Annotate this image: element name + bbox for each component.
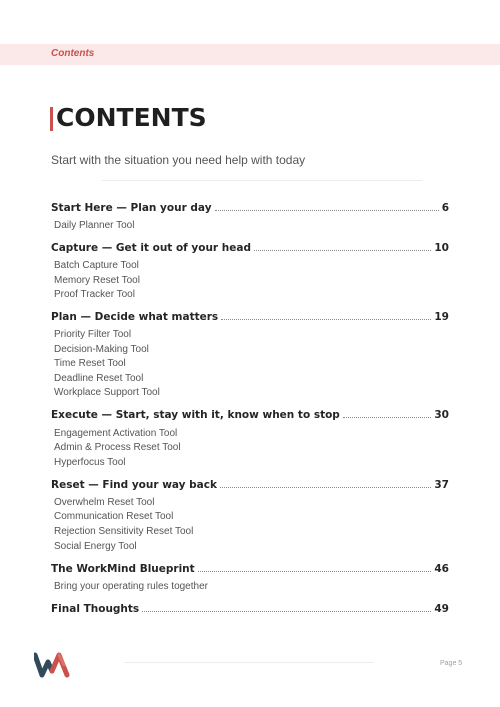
header-band [0, 44, 500, 65]
page-title: CONTENTS [56, 103, 207, 132]
toc-section[interactable] [51, 309, 449, 323]
toc-item[interactable]: Deadline Reset Tool [54, 373, 144, 384]
toc-section[interactable] [51, 200, 449, 214]
header-label: Contents [51, 48, 95, 59]
toc-leader-dots [142, 611, 431, 612]
toc-section[interactable] [51, 601, 449, 615]
toc-item[interactable]: Admin & Process Reset Tool [54, 442, 181, 453]
footer-divider [124, 662, 374, 663]
toc-item[interactable]: Bring your operating rules together [54, 581, 208, 592]
subtitle-divider [102, 180, 422, 181]
toc-item[interactable]: Memory Reset Tool [54, 275, 140, 286]
toc-section-page: 10 [434, 242, 449, 254]
toc-section-page: 6 [441, 202, 449, 214]
toc-section-page: 19 [434, 311, 449, 323]
toc-section-title: Execute — Start, stay with it, know when to stop [51, 409, 340, 421]
page-number: Page 5 [440, 660, 463, 667]
toc-section[interactable] [51, 561, 449, 575]
toc-item[interactable]: Engagement Activation Tool [54, 428, 178, 439]
toc-leader-dots [220, 487, 431, 488]
toc-item[interactable]: Hyperfocus Tool [54, 457, 126, 468]
toc-item[interactable]: Rejection Sensitivity Reset Tool [54, 526, 194, 537]
toc-item[interactable]: Overwhelm Reset Tool [54, 497, 155, 508]
toc-item[interactable]: Decision-Making Tool [54, 344, 149, 355]
toc-section[interactable] [51, 477, 449, 491]
toc-item[interactable]: Time Reset Tool [54, 358, 126, 369]
toc-item[interactable]: Workplace Support Tool [54, 387, 160, 398]
toc-item[interactable]: Priority Filter Tool [54, 329, 132, 340]
toc-leader-dots [198, 571, 432, 572]
toc-item[interactable]: Communication Reset Tool [54, 511, 174, 522]
toc-item[interactable]: Batch Capture Tool [54, 260, 139, 271]
toc-section-title: The WorkMind Blueprint [51, 563, 195, 575]
toc-leader-dots [343, 417, 432, 418]
title-accent-bar [50, 107, 53, 131]
toc-item[interactable]: Daily Planner Tool [54, 220, 135, 231]
toc-section-page: 46 [434, 563, 449, 575]
toc-section-title: Reset — Find your way back [51, 479, 217, 491]
toc-leader-dots [215, 210, 439, 211]
toc-leader-dots [254, 250, 431, 251]
toc-item[interactable]: Proof Tracker Tool [54, 289, 135, 300]
toc-section-title: Plan — Decide what matters [51, 311, 219, 323]
toc-section-page: 30 [434, 409, 449, 421]
toc-section[interactable] [51, 240, 449, 254]
page-subtitle: Start with the situation you need help with today [51, 153, 306, 167]
toc-section-page: 49 [434, 603, 449, 615]
toc-section-title: Start Here — Plan your day [51, 202, 212, 214]
toc-item[interactable]: Social Energy Tool [54, 541, 137, 552]
toc-section-title: Capture — Get it out of your head [51, 242, 251, 254]
toc-section[interactable] [51, 407, 449, 421]
toc-section-page: 37 [434, 479, 449, 491]
toc-leader-dots [221, 319, 431, 320]
workmind-logo [34, 651, 74, 679]
toc-section-title: Final Thoughts [51, 603, 140, 615]
